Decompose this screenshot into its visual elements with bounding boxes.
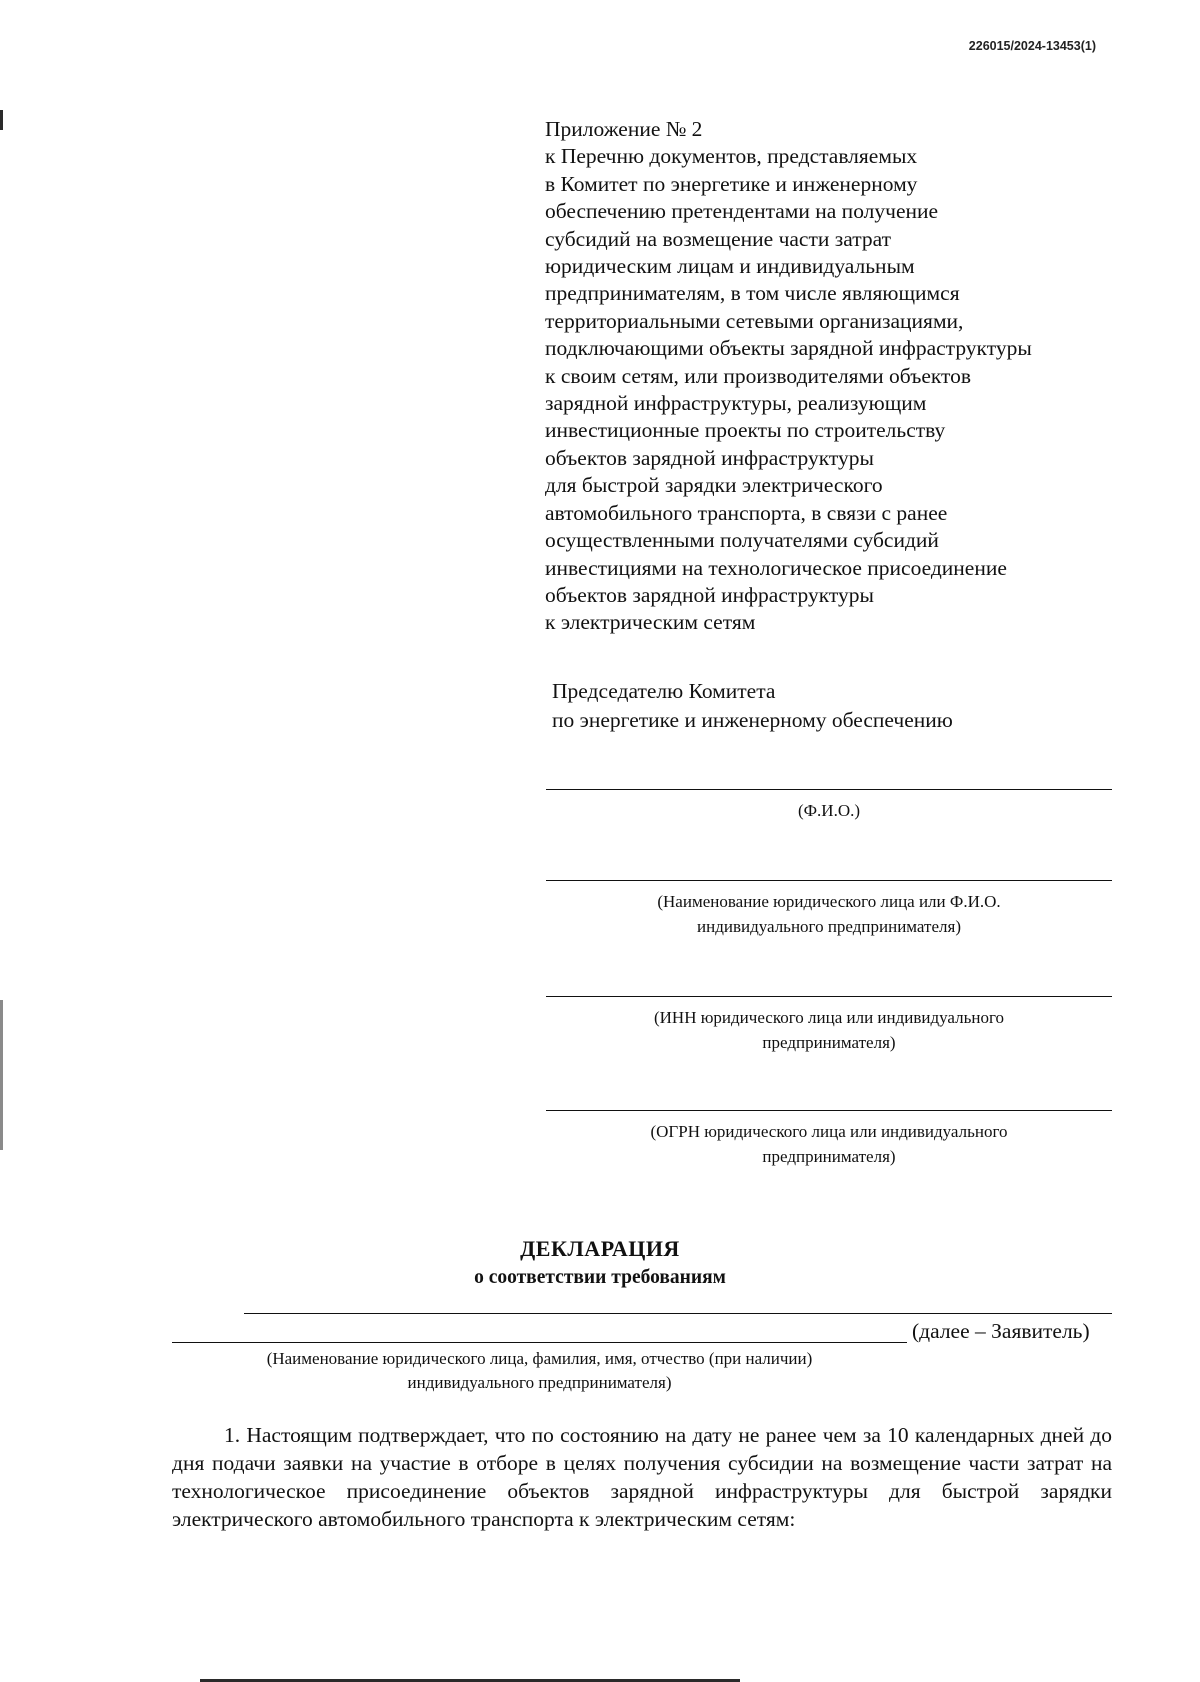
applicant-caption: (Наименование юридического лица, фамилия, имя, отчество (при наличии) индивидуального предпринимателя) xyxy=(266,1349,813,1392)
ogrn-fill-line[interactable] xyxy=(546,1110,1112,1111)
appendix-line: зарядной инфраструктуры, реализующим xyxy=(545,391,927,416)
appendix-line: юридическим лицам и индивидуальным xyxy=(545,254,915,279)
applicant-fill-line-2[interactable] xyxy=(172,1342,907,1343)
appendix-heading xyxy=(545,116,1145,637)
entity-name-caption: (Наименование юридического лица или Ф.И.О. индивидуального предпринимателя) xyxy=(657,892,1001,936)
entity-name-fill-line[interactable] xyxy=(546,880,1112,881)
inn-caption: (ИНН юридического лица или индивидуального предпринимателя) xyxy=(653,1008,1005,1052)
appendix-line: территориальными сетевыми организациями, xyxy=(545,308,964,333)
appendix-line: объектов зарядной инфраструктуры xyxy=(545,445,874,470)
appendix-line: обеспечению претендентами на получение xyxy=(545,199,939,224)
appendix-line: инвестициями на технологическое присоединение xyxy=(545,555,1007,580)
inn-fill-line[interactable] xyxy=(546,996,1112,997)
scan-edge-mark-middle xyxy=(0,1000,3,1150)
registration-number: 226015/2024-13453(1) xyxy=(968,39,1096,53)
applicant-suffix: (далее – Заявитель) xyxy=(912,1319,1090,1343)
addressee-title: Председателю Комитета xyxy=(552,679,776,703)
appendix-line: предпринимателям, в том числе являющимся xyxy=(545,281,960,306)
fio-caption: (Ф.И.О.) xyxy=(797,801,861,820)
appendix-line: автомобильного транспорта, в связи с ранее xyxy=(545,500,948,525)
appendix-line: Приложение № 2 xyxy=(545,117,703,141)
addressee-block xyxy=(552,677,1112,735)
appendix-line: к электрическим сетям xyxy=(545,610,756,635)
appendix-line: осуществленными получателями субсидий xyxy=(545,528,939,553)
fio-fill-line[interactable] xyxy=(546,789,1112,790)
declaration-paragraph-1: 1. Настоящим подтверждает, что по состоянию на дату не ранее чем за 10 календарных дней до дня подачи заявки на участие в отборе в целях получения субсидии на возмещение части затрат на технологическое присоединение объектов зарядной инфраструктуры для быстрой зарядки электрического автомобильного транспорта к электрическим сетям: xyxy=(172,1423,1112,1531)
ogrn-field xyxy=(546,1110,1112,1169)
appendix-line: для быстрой зарядки электрического xyxy=(545,473,883,498)
appendix-line: к Перечню документов, представляемых xyxy=(545,144,918,169)
declaration-title: ДЕКЛАРАЦИЯ xyxy=(520,1236,680,1261)
declaration-subtitle: о соответствии требованиям xyxy=(474,1267,726,1288)
applicant-fill-line-1[interactable] xyxy=(244,1313,1112,1314)
ogrn-caption: (ОГРН юридического лица или индивидуального предпринимателя) xyxy=(650,1122,1008,1166)
fio-field xyxy=(546,789,1112,824)
appendix-line: к своим сетям, или производителями объектов xyxy=(545,363,972,388)
entity-name-field xyxy=(546,880,1112,939)
scan-edge-mark-top xyxy=(0,110,3,130)
appendix-line: объектов зарядной инфраструктуры xyxy=(545,582,874,607)
addressee-department: по энергетике и инженерному обеспечению xyxy=(552,708,953,732)
appendix-line: в Комитет по энергетике и инженерному xyxy=(545,171,918,196)
inn-field xyxy=(546,996,1112,1055)
appendix-line: субсидий на возмещение части затрат xyxy=(545,226,892,251)
appendix-line: инвестиционные проекты по строительству xyxy=(545,418,946,443)
appendix-line: подключающими объекты зарядной инфраструктуры xyxy=(545,336,1032,361)
